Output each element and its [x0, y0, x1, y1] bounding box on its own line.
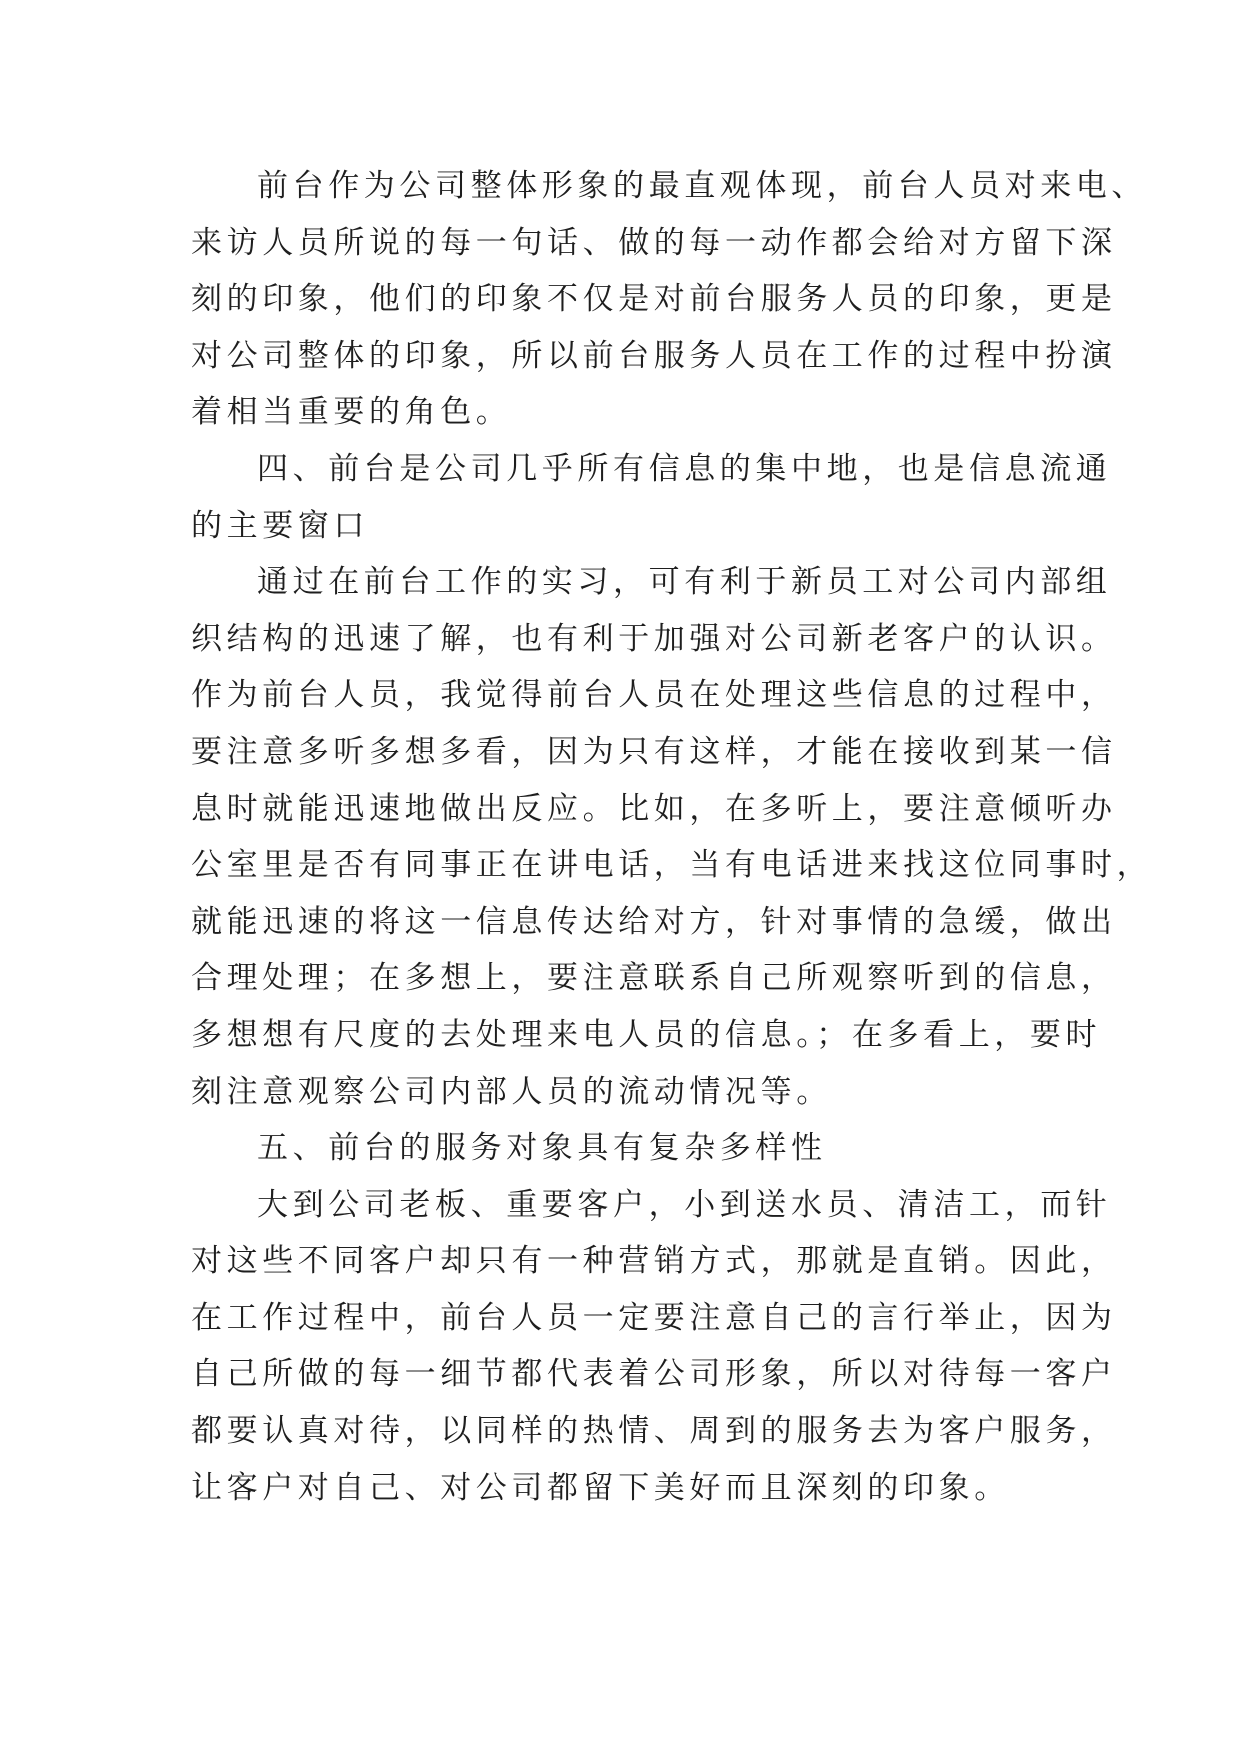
paragraph-line: 让客户对自己、对公司都留下美好而且深刻的印象。	[191, 1469, 1010, 1506]
paragraph-line: 刻注意观察公司内部人员的流动情况等。	[191, 1073, 832, 1110]
body-text	[191, 158, 1153, 1516]
paragraph-line: 多想想有尺度的去处理来电人员的信息。；在多看上，要时	[191, 1016, 1102, 1053]
paragraph-line: 前台作为公司整体形象的最直观体现，前台人员对来电、	[257, 168, 1147, 204]
paragraph-line: 在工作过程中，前台人员一定要注意自己的言行举止，因为	[191, 1299, 1117, 1336]
paragraph-line: 合理处理；在多想上，要注意联系自己所观察听到的信息，	[191, 960, 1117, 997]
paragraph-line: 就能迅速的将这一信息传达给对方，针对事情的急缓，做出	[191, 903, 1117, 940]
section-heading-line: 的主要窗口	[191, 507, 369, 544]
paragraph-line: 都要认真对待，以同样的热情、周到的服务去为客户服务，	[191, 1413, 1117, 1450]
section-heading-line: 四、前台是公司几乎所有信息的集中地，也是信息流通	[257, 450, 1112, 487]
paragraph-line: 要注意多听多想多看，因为只有这样，才能在接收到某一信	[191, 733, 1117, 770]
paragraph-line: 对公司整体的印象，所以前台服务人员在工作的过程中扮演	[191, 337, 1117, 374]
paragraph-line: 作为前台人员，我觉得前台人员在处理这些信息的过程中，	[191, 677, 1117, 714]
paragraph-line: 公室里是否有同事正在讲电话，当有电话进来找这位同事时，	[191, 847, 1153, 884]
paragraph-line: 对这些不同客户却只有一种营销方式，那就是直销。因此，	[191, 1243, 1117, 1280]
paragraph-line: 通过在前台工作的实习，可有利于新员工对公司内部组	[257, 564, 1112, 601]
paragraph-line: 刻的印象，他们的印象不仅是对前台服务人员的印象，更是	[191, 281, 1117, 318]
paragraph-line: 大到公司老板、重要客户，小到送水员、清洁工，而针	[257, 1186, 1112, 1223]
section-heading-line: 五、前台的服务对象具有复杂多样性	[257, 1130, 827, 1167]
paragraph-line: 织结构的迅速了解，也有利于加强对公司新老客户的认识。	[191, 620, 1117, 657]
paragraph-line: 着相当重要的角色。	[191, 394, 512, 431]
paragraph-line: 自己所做的每一细节都代表着公司形象，所以对待每一客户	[191, 1356, 1117, 1393]
paragraph-line: 来访人员所说的每一句话、做的每一动作都会给对方留下深	[191, 224, 1117, 261]
paragraph-line: 息时就能迅速地做出反应。比如，在多听上，要注意倾听办	[191, 790, 1117, 827]
